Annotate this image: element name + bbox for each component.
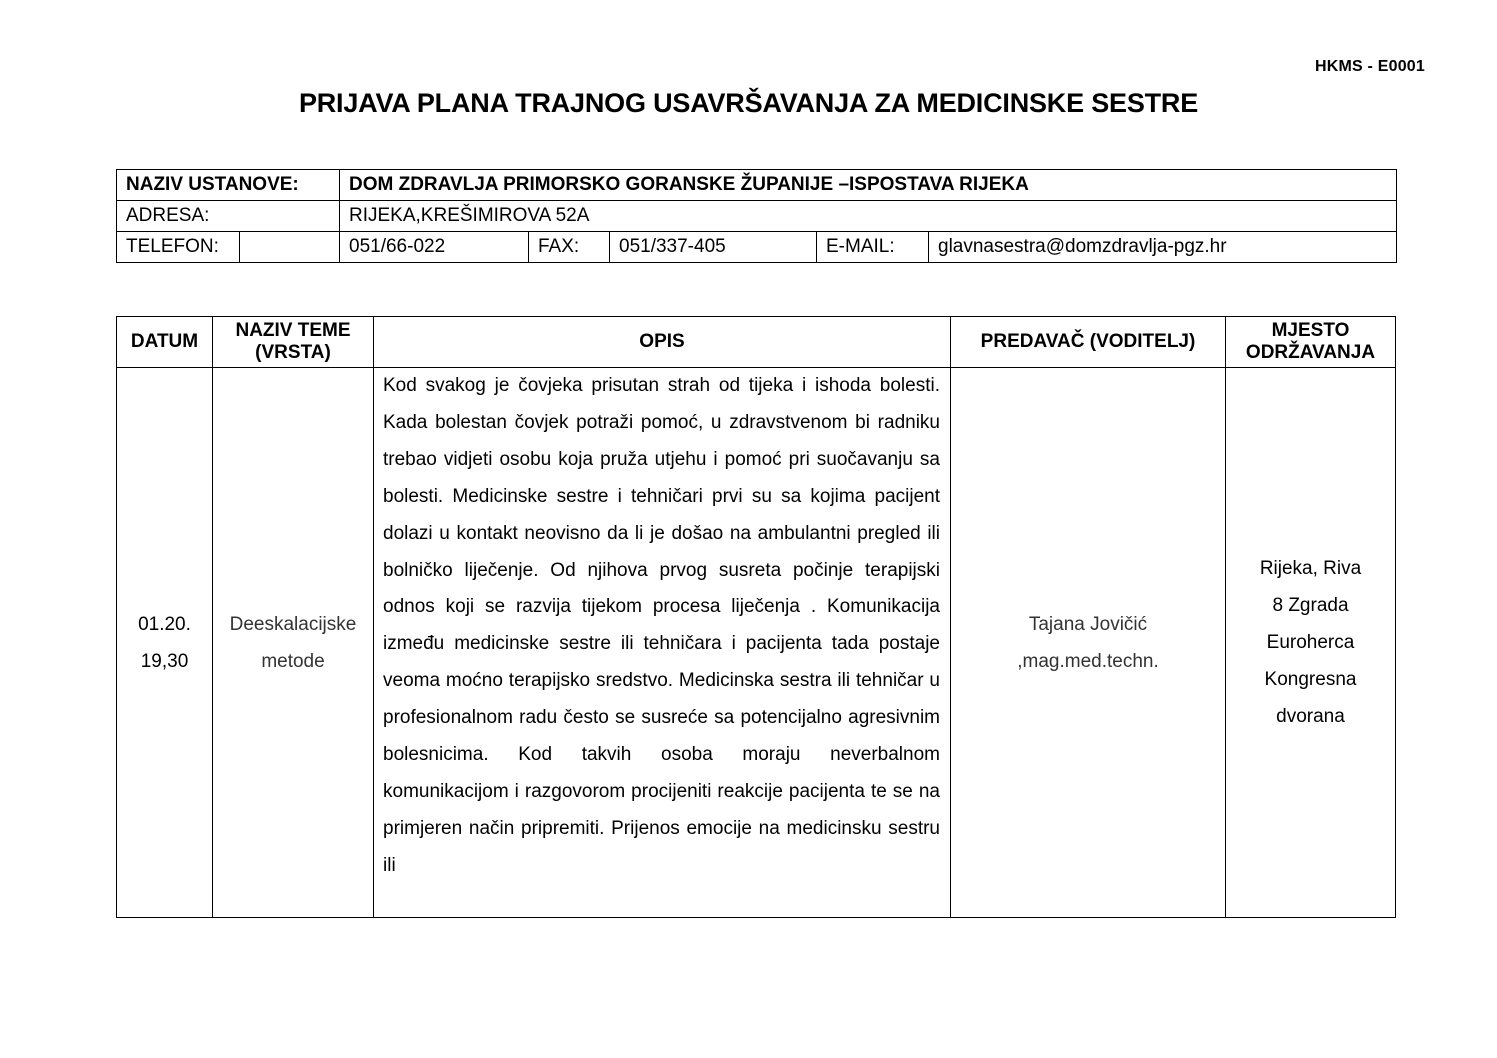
fax-value: 051/337-405 xyxy=(610,232,817,263)
phone-cell xyxy=(117,232,340,263)
header-opis: OPIS xyxy=(374,317,951,368)
phone-label: TELEFON: xyxy=(117,232,240,262)
institution-table xyxy=(116,169,1397,263)
table-row xyxy=(117,368,1396,918)
header-predavac: PREDAVAČ (VODITELJ) xyxy=(951,317,1226,368)
address-value: RIJEKA,KREŠIMIROVA 52A xyxy=(340,201,1397,232)
header-datum: DATUM xyxy=(117,317,213,368)
phone-value: 051/66-022 xyxy=(340,232,529,263)
plan-table xyxy=(116,316,1396,918)
cell-datum: 01.20. 19,30 xyxy=(117,368,213,918)
phone-inner-table xyxy=(117,232,339,262)
cell-mjesto: Rijeka, Riva 8 Zgrada Euroherca Kongresna dvorana xyxy=(1226,368,1396,918)
institution-name-row xyxy=(117,170,1397,201)
plan-header-row xyxy=(117,317,1396,368)
page-title: PRIJAVA PLANA TRAJNOG USAVRŠAVANJA ZA MEDICINSKE SESTRE xyxy=(298,88,1199,118)
form-code: HKMS - E0001 xyxy=(1315,58,1425,75)
fax-label: FAX: xyxy=(529,232,610,263)
cell-opis: Kod svakog je čovjeka prisutan strah od tijeka i ishoda bolesti. Kada bolestan čovjek potraži pomoć, u zdravstvenom bi radniku trebao vidjeti osobu koja pruža utjehu i pomoć pri suočavanju sa bolesti. Medicinske sestre i tehničari prvi su sa kojima pacijent dolazi u kontakt neovisno da li je došao na ambulantni pregled ili bolničko liječenje. Od njihova prvog susreta počinje terapijski odnos koji se razvija tijekom procesa liječenja . Komunikacija između medicinske sestre ili tehničara i pacijenta tada postaje veoma moćno terapijsko sredstvo. Medicinska sestra ili tehničar u profesionalnom radu često se susreće sa potencijalno agresivnim bolesnicima. Kod takvih osoba moraju neverbalnom komunikacijom i razgovorom procijeniti reakcije pacijenta te se na primjeren način pripremiti. Prijenos emocije na medicinsku sestru ili xyxy=(374,368,951,918)
email-label: E-MAIL: xyxy=(817,232,929,263)
header-mjesto: MJESTO ODRŽAVANJA xyxy=(1226,317,1396,368)
cell-naziv-teme: Deeskalacijske metode xyxy=(213,368,374,918)
institution-address-row xyxy=(117,201,1397,232)
institution-contact-row xyxy=(117,232,1397,263)
institution-name-value: DOM ZDRAVLJA PRIMORSKO GORANSKE ŽUPANIJE –ISPOSTAVA RIJEKA xyxy=(340,170,1397,201)
header-naziv-teme: NAZIV TEME (VRSTA) xyxy=(213,317,374,368)
address-label: ADRESA: xyxy=(117,201,340,232)
email-value: glavnasestra@domzdravlja-pgz.hr xyxy=(929,232,1397,263)
institution-name-label: NAZIV USTANOVE: xyxy=(117,170,340,201)
cell-predavac: Tajana Jovičić ,mag.med.techn. xyxy=(951,368,1226,918)
phone-value-part xyxy=(240,232,340,262)
